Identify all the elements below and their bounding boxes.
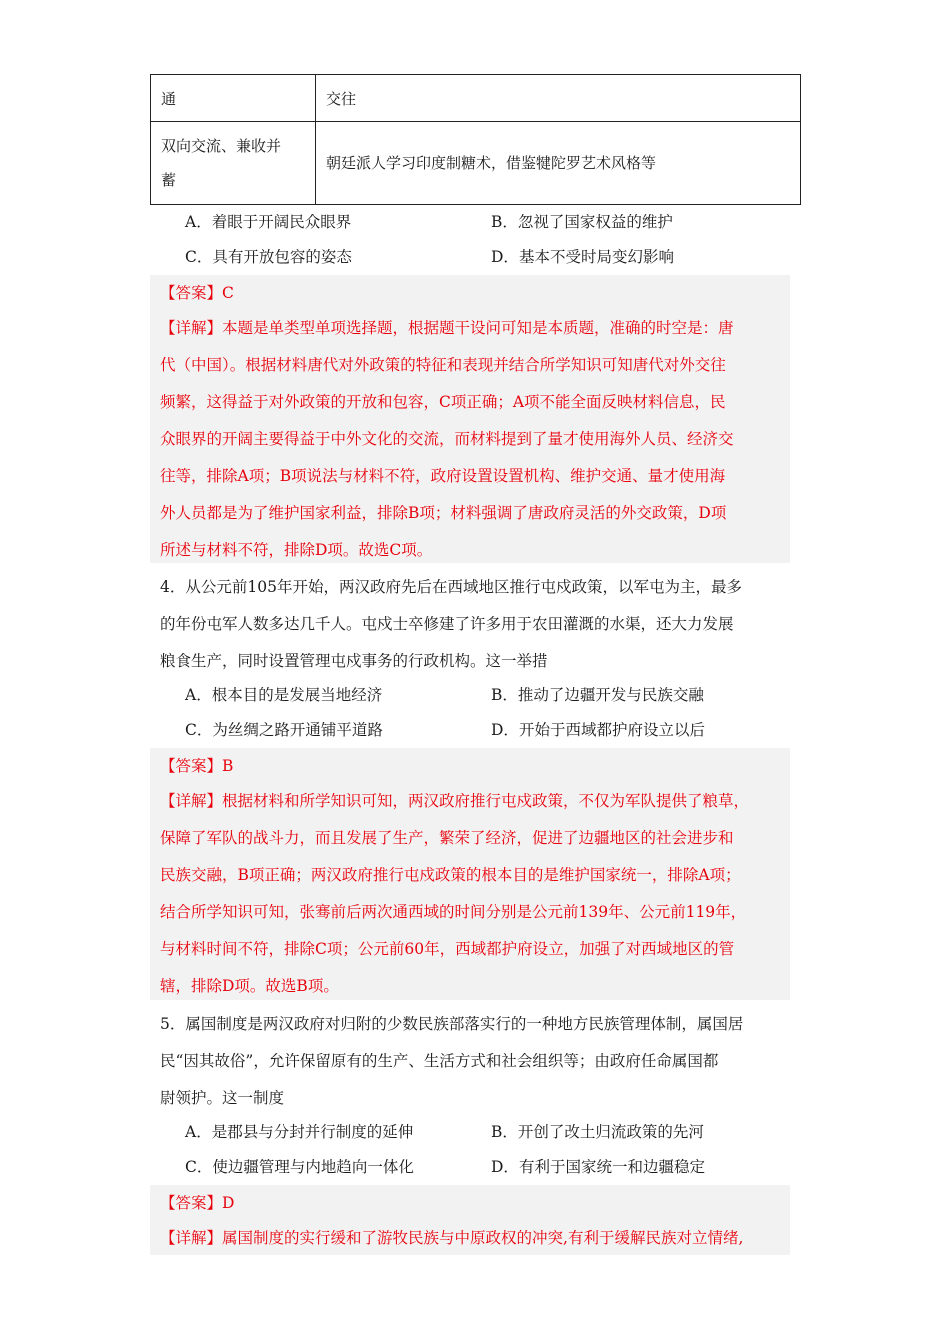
q5-stem-line: 5．属国制度是两汉政府对归附的少数民族部落实行的一种地方民族管理体制，属国居: [160, 1015, 744, 1033]
q4-stem-line: 粮食生产，同时设置管理屯戍事务的行政机构。这一举措: [160, 652, 548, 670]
q3-option-c: C．具有开放包容的姿态: [185, 248, 352, 266]
q3-option-a: A．着眼于开阔民众眼界: [185, 213, 352, 231]
detail-line: 往等，排除A项；B项说法与材料不符，政府设置设置机构、维护交通、量才使用海: [160, 467, 726, 485]
detail-line: 保障了军队的战斗力，而且发展了生产，繁荣了经济，促进了边疆地区的社会进步和: [160, 829, 734, 847]
detail-line: 外人员都是为了维护国家利益，排除B项；材料强调了唐政府灵活的外交政策，D项: [160, 504, 727, 522]
detail-line: 频繁，这得益于对外政策的开放和包容，C项正确；A项不能全面反映材料信息，民: [160, 393, 726, 411]
q4-option-b: B．推动了边疆开发与民族交融: [491, 686, 704, 704]
table-cell: 交往: [316, 75, 801, 122]
answer-line: 【答案】C: [160, 284, 234, 302]
table-cell: 朝廷派人学习印度制糖术，借鉴犍陀罗艺术风格等: [316, 122, 801, 205]
detail-line: 代（中国）。根据材料唐代对外政策的特征和表现并结合所学知识可知唐代对外交往: [160, 356, 726, 374]
q5-option-a: A．是郡县与分封并行制度的延伸: [185, 1123, 414, 1141]
q4-stem-line: 的年份屯军人数多达几千人。屯戍士卒修建了许多用于农田灌溉的水渠，还大力发展: [160, 615, 734, 633]
detail-line: 辖，排除D项。故选B项。: [160, 977, 339, 995]
q5-option-c: C．使边疆管理与内地趋向一体化: [185, 1158, 414, 1176]
q5-answer-block: [150, 1185, 790, 1255]
q4-answer-block: [150, 748, 790, 1000]
cell-line: 蓄: [161, 171, 177, 189]
q5-stem-line: 民“因其故俗”，允许保留原有的生产、生活方式和社会组织等；由政府任命属国都: [160, 1052, 719, 1070]
q4-stem-line: 4．从公元前105年开始，两汉政府先后在西域地区推行屯戍政策，以军屯为主，最多: [160, 578, 742, 596]
detail-line: 所述与材料不符，排除D项。故选C项。: [160, 541, 433, 559]
q4-option-a: A．根本目的是发展当地经济: [185, 686, 383, 704]
q3-answer-block: [150, 275, 790, 563]
detail-line: 民族交融，B项正确；两汉政府推行屯戍政策的根本目的是维护国家统一，排除A项；: [160, 866, 741, 884]
detail-line: 【详解】根据材料和所学知识可知，两汉政府推行屯戍政策，不仅为军队提供了粮草，: [160, 792, 750, 810]
q5-option-b: B．开创了改土归流政策的先河: [491, 1123, 704, 1141]
q5-option-d: D．有利于国家统一和边疆稳定: [491, 1158, 705, 1176]
detail-line: 与材料时间不符，排除C项；公元前60年，西域都护府设立，加强了对西域地区的管: [160, 940, 735, 958]
q3-option-d: D．基本不受时局变幻影响: [491, 248, 674, 266]
detail-line: 【详解】属国制度的实行缓和了游牧民族与中原政权的冲突,有利于缓解民族对立情绪,: [160, 1229, 744, 1247]
table-row: [151, 75, 801, 122]
policy-table: [150, 74, 801, 205]
detail-line: 众眼界的开阔主要得益于中外文化的交流，而材料提到了量才使用海外人员、经济交: [160, 430, 734, 448]
q3-option-b: B．忽视了国家权益的维护: [491, 213, 673, 231]
table-cell: 通: [151, 75, 316, 122]
answer-line: 【答案】B: [160, 757, 234, 775]
detail-line: 结合所学知识可知，张骞前后两次通西域的时间分别是公元前139年、公元前119年，: [160, 903, 747, 921]
table-cell: [151, 122, 316, 205]
q5-stem-line: 尉领护。这一制度: [160, 1089, 285, 1107]
table-row: [151, 122, 801, 205]
cell-line: 双向交流、兼收并: [161, 137, 282, 155]
detail-line: 【详解】本题是单类型单项选择题，根据题干设问可知是本质题，准确的时空是：唐: [160, 319, 734, 337]
q4-option-c: C．为丝绸之路开通铺平道路: [185, 721, 383, 739]
q4-option-d: D．开始于西域都护府设立以后: [491, 721, 705, 739]
answer-line: 【答案】D: [160, 1194, 235, 1212]
